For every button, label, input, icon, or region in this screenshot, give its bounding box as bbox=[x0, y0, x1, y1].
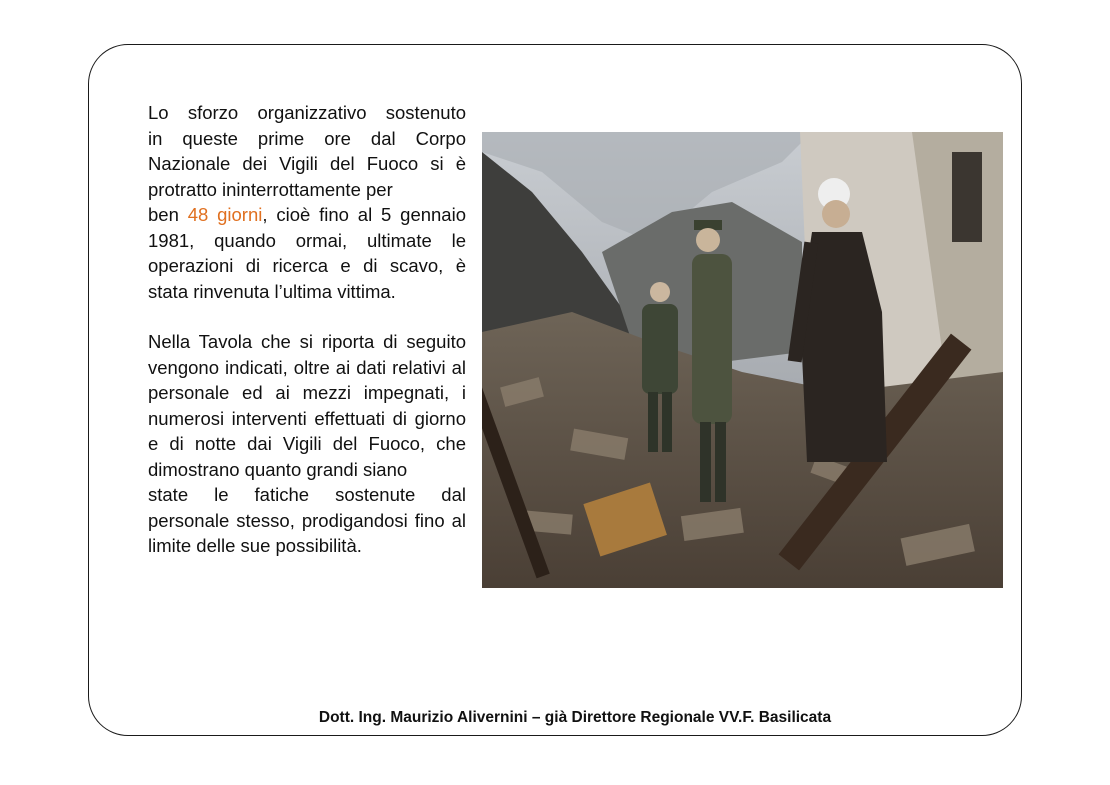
photo-illustration bbox=[482, 132, 1003, 588]
p2-text-b: state le fatiche sostenute dal personale stesso, prodigandosi fino al limite delle sue possibilità. bbox=[148, 484, 466, 556]
p1-pre-highlight: ben bbox=[148, 204, 188, 225]
paragraph-1 bbox=[148, 100, 466, 304]
earthquake-rescue-photo bbox=[482, 132, 1003, 588]
p1-line-1: Lo sforzo organizzativo sostenuto bbox=[148, 102, 466, 123]
paragraph-2 bbox=[148, 329, 466, 559]
p1-post-highlight: , cioè fino al 5 gennaio 1981, quando ormai, ultimate le operazioni di ricerca e di scavo, è stata rinvenuta l’ultima vittima. bbox=[148, 204, 466, 302]
p1-line-2: in queste prime ore dal Corpo bbox=[148, 127, 466, 149]
p1-line-4: protratto ininterrottamente per bbox=[148, 178, 393, 200]
text-column bbox=[148, 100, 466, 559]
p2-text-a: Nella Tavola che si riporta di seguito vengono indicati, oltre ai dati relativi al personale ed ai mezzi impegnati, i numerosi interventi effettuati di giorno e di notte dai Vigili del Fuoco, che dimostrano quanto grandi siano bbox=[148, 331, 466, 480]
p1-line-3: Nazionale dei Vigili del Fuoco si è bbox=[148, 153, 466, 174]
duration-highlight: 48 giorni bbox=[187, 204, 263, 225]
footer-credit: Dott. Ing. Maurizio Alivernini – già Direttore Regionale VV.F. Basilicata bbox=[318, 709, 832, 726]
